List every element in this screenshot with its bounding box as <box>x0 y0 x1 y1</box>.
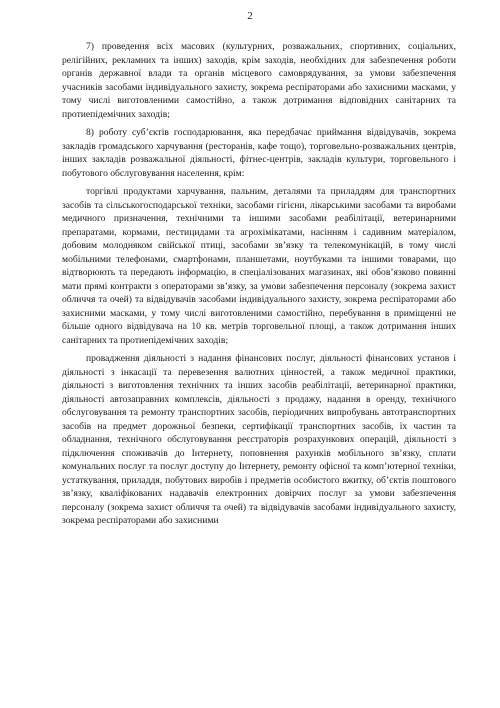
page-number: 2 <box>247 10 253 22</box>
document-body <box>62 40 456 532</box>
paragraph-exception-services: провадження діяльності з надання фінансових послуг, діяльності фінансових установ і діяльності з інкасації та перевезення валютних цінностей, а також медичної практики, діяльності з виготовлення технічних та інших засобів реабілітації, ветеринарної практики, діяльності автозаправних комплексів, діяльності з продажу, надання в оренду, технічного обслуговування та ремонту транспортних засобів, періодичних випробувань автотранспортних засобів на предмет дорожньої безпеки, сертифікації транспортних засобів, їх частин та обладнання, технічного обслуговування реєстраторів розрахункових операцій, діяльності з підключення споживачів до Інтернету, поповнення рахунків мобільного зв’язку, сплати комунальних послуг та послуг доступу до Інтернету, ремонту офісної та комп’ютерної техніки, устаткування, приладдя, побутових виробів і предметів особистого вжитку, об’єктів поштового зв’язку, кваліфікованих надавачів електронних довірчих послуг за умови забезпечення персоналу (зокрема захист обличчя та очей) та відвідувачів засобами індивідуального захисту, зокрема респіраторами або захисними <box>62 353 456 526</box>
paragraph-item-8: 8) роботу суб’єктів господарювання, яка передбачає приймання відвідувачів, зокрема закладів громадського харчування (ресторанів, кафе тощо), торговельно-розважальних центрів, інших закладів розважальної діяльності, фітнес-центрів, закладів культури, торговельного і побутового обслуговування населення, крім: <box>62 127 456 179</box>
paragraph-item-7: 7) проведення всіх масових (культурних, розважальних, спортивних, соціальних, релігійних, рекламних та інших) заходів, крім заходів, необхідних для забезпечення роботи органів державної влади та органів місцевого самоврядування, за умови забезпечення учасників засобами індивідуального захисту, зокрема респіраторами або захисними масками, у тому числі виготовленими самостійно, а також дотримання відповідних санітарних та протиепідемічних заходів; <box>62 41 456 120</box>
paragraph-exception-trade: торгівлі продуктами харчування, пальним, деталями та приладдям для транспортних засобів та сільськогосподарської техніки, засобами гігієни, лікарськими засобами та виробами медичного призначення, технічними та іншими засобами реабілітації, ветеринарними препаратами, кормами, пестицидами та агрохімікатами, насінням і садивним матеріалом, добовим молодняком свійської птиці, засобами зв’язку та телекомунікацій, в тому числі мобільними телефонами, смартфонами, планшетами, ноутбуками та іншими товарами, що відтворюють та передають інформацію, в спеціалізованих магазинах, які обов’язково повинні мати прямі контракти з операторами зв’язку, за умови забезпечення персоналу (зокрема захист обличчя та очей) та відвідувачів засобами індивідуального захисту, зокрема респіраторами або захисними масками, у тому числі виготовленими самостійно, перебування в приміщенні не більше одного відвідувача на 10 кв. метрів торговельної площі, а також дотримання інших санітарних та протиепідемічних заходів; <box>62 186 456 346</box>
